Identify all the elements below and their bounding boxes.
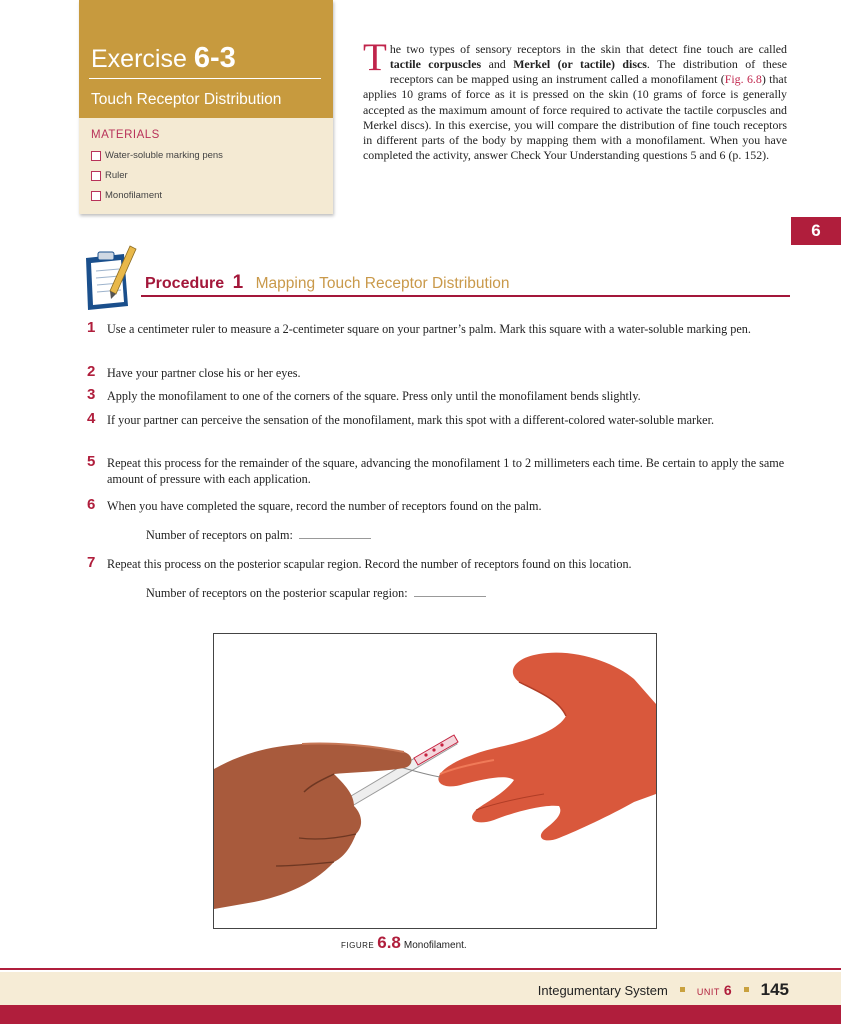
exercise-subtitle: Touch Receptor Distribution xyxy=(91,91,282,108)
materials-item xyxy=(91,170,128,181)
materials-item-label: Ruler xyxy=(105,170,128,181)
step-text: Use a centimeter ruler to measure a 2-centimeter square on your partner’s palm. Mark this square with a water-soluble marking pen. xyxy=(107,322,751,336)
checkbox-icon xyxy=(91,171,101,181)
chapter-tab: 6 xyxy=(791,217,841,245)
intro-text: ) that applies 10 grams of force as it is pressed on the skin (10 grams of force is generally accepted as the maximum amount of force required to activate the tactile corpuscles and Merkel discs). In this exercise, you will compare the distribution of fine touch receptors in different parts of the body by mapping them with a monofilament. When you have completed the activity, answer Check Your Understanding questions 5 and 6 (p. 152). xyxy=(363,72,787,163)
clipboard-icon xyxy=(80,244,142,316)
figure-number: 6.8 xyxy=(377,933,401,952)
procedure-step xyxy=(87,453,787,487)
intro-text: . The distribution of these receptors can be mapped using an instrument called a monofilament ( xyxy=(389,57,788,87)
separator-square-icon xyxy=(744,987,749,992)
figure-photo xyxy=(213,633,657,929)
materials-item-label: Water-soluble marking pens xyxy=(105,150,223,161)
intro-text: he two types of sensory receptors in the skin that detect fine touch are called xyxy=(389,42,787,56)
figure-caption xyxy=(341,933,467,953)
step-number: 6 xyxy=(87,496,96,513)
procedure-heading xyxy=(145,272,510,294)
intro-text: and xyxy=(481,57,514,72)
procedure-step xyxy=(87,386,787,405)
step-text: If your partner can perceive the sensation of the monofilament, mark this spot with a different-colored water-soluble marker. xyxy=(107,413,714,427)
materials-heading: MATERIALS xyxy=(91,129,160,141)
figure-label: FIGURE xyxy=(341,941,375,950)
answer-line-scapular xyxy=(146,586,486,601)
running-footer xyxy=(538,980,789,1000)
exercise-label: Exercise xyxy=(91,45,187,73)
step-number: 5 xyxy=(87,453,96,470)
footer-bar xyxy=(0,1005,841,1024)
step-number: 3 xyxy=(87,386,96,403)
separator-square-icon xyxy=(680,987,685,992)
footer-rule xyxy=(0,968,841,970)
answer-line-palm xyxy=(146,528,371,543)
step-text: Apply the monofilament to one of the corners of the square. Press only until the monofilament bends slightly. xyxy=(107,389,641,403)
procedure-step xyxy=(87,554,787,573)
procedure-divider xyxy=(141,295,790,297)
drop-cap: T xyxy=(363,36,387,79)
answer-blank[interactable] xyxy=(299,528,371,539)
footer-section: Integumentary System xyxy=(537,983,668,998)
footer-unit-number: 6 xyxy=(723,982,732,998)
exercise-header xyxy=(79,0,333,118)
step-number: 2 xyxy=(87,363,96,380)
step-number: 1 xyxy=(87,319,96,336)
term-tactile-corpuscles: tactile corpuscles xyxy=(389,57,482,72)
step-text: When you have completed the square, record the number of receptors found on the palm. xyxy=(107,499,542,513)
procedure-title: Mapping Touch Receptor Distribution xyxy=(255,275,510,292)
exercise-title xyxy=(91,42,236,75)
checkbox-icon xyxy=(91,151,101,161)
procedure-step xyxy=(87,410,787,429)
term-merkel-discs: Merkel (or tactile) discs xyxy=(513,57,647,72)
figure-caption-text: Monofilament. xyxy=(403,940,467,951)
answer-prompt: Number of receptors on the posterior scapular region: xyxy=(146,586,408,600)
step-number: 7 xyxy=(87,554,96,571)
materials-item-label: Monofilament xyxy=(105,190,163,201)
procedure-label: Procedure xyxy=(145,275,225,292)
exercise-number: 6-3 xyxy=(193,42,236,74)
procedure-number: 1 xyxy=(232,272,244,293)
monofilament-photo-illustration xyxy=(214,634,656,928)
answer-blank[interactable] xyxy=(414,586,486,597)
procedure-step xyxy=(87,496,787,515)
answer-prompt: Number of receptors on palm: xyxy=(146,528,293,542)
step-number: 4 xyxy=(87,410,96,427)
exercise-divider xyxy=(89,78,321,79)
exercise-box xyxy=(79,0,333,214)
materials-item xyxy=(91,190,162,201)
materials-item xyxy=(91,150,223,161)
step-text: Have your partner close his or her eyes. xyxy=(107,366,301,380)
page-number: 145 xyxy=(760,980,789,999)
step-text: Repeat this process on the posterior scapular region. Record the number of receptors found on this location. xyxy=(107,557,632,571)
procedure-step xyxy=(87,319,787,338)
procedure-step xyxy=(87,363,787,382)
figure-reference-link[interactable]: Fig. 6.8 xyxy=(724,72,762,87)
intro-paragraph xyxy=(363,36,788,163)
footer-unit-label: UNIT xyxy=(696,987,720,997)
checkbox-icon xyxy=(91,191,101,201)
step-text: Repeat this process for the remainder of the square, advancing the monofilament 1 to 2 millimeters each time. Be certain to apply the same amount of pressure with each application. xyxy=(107,456,785,486)
